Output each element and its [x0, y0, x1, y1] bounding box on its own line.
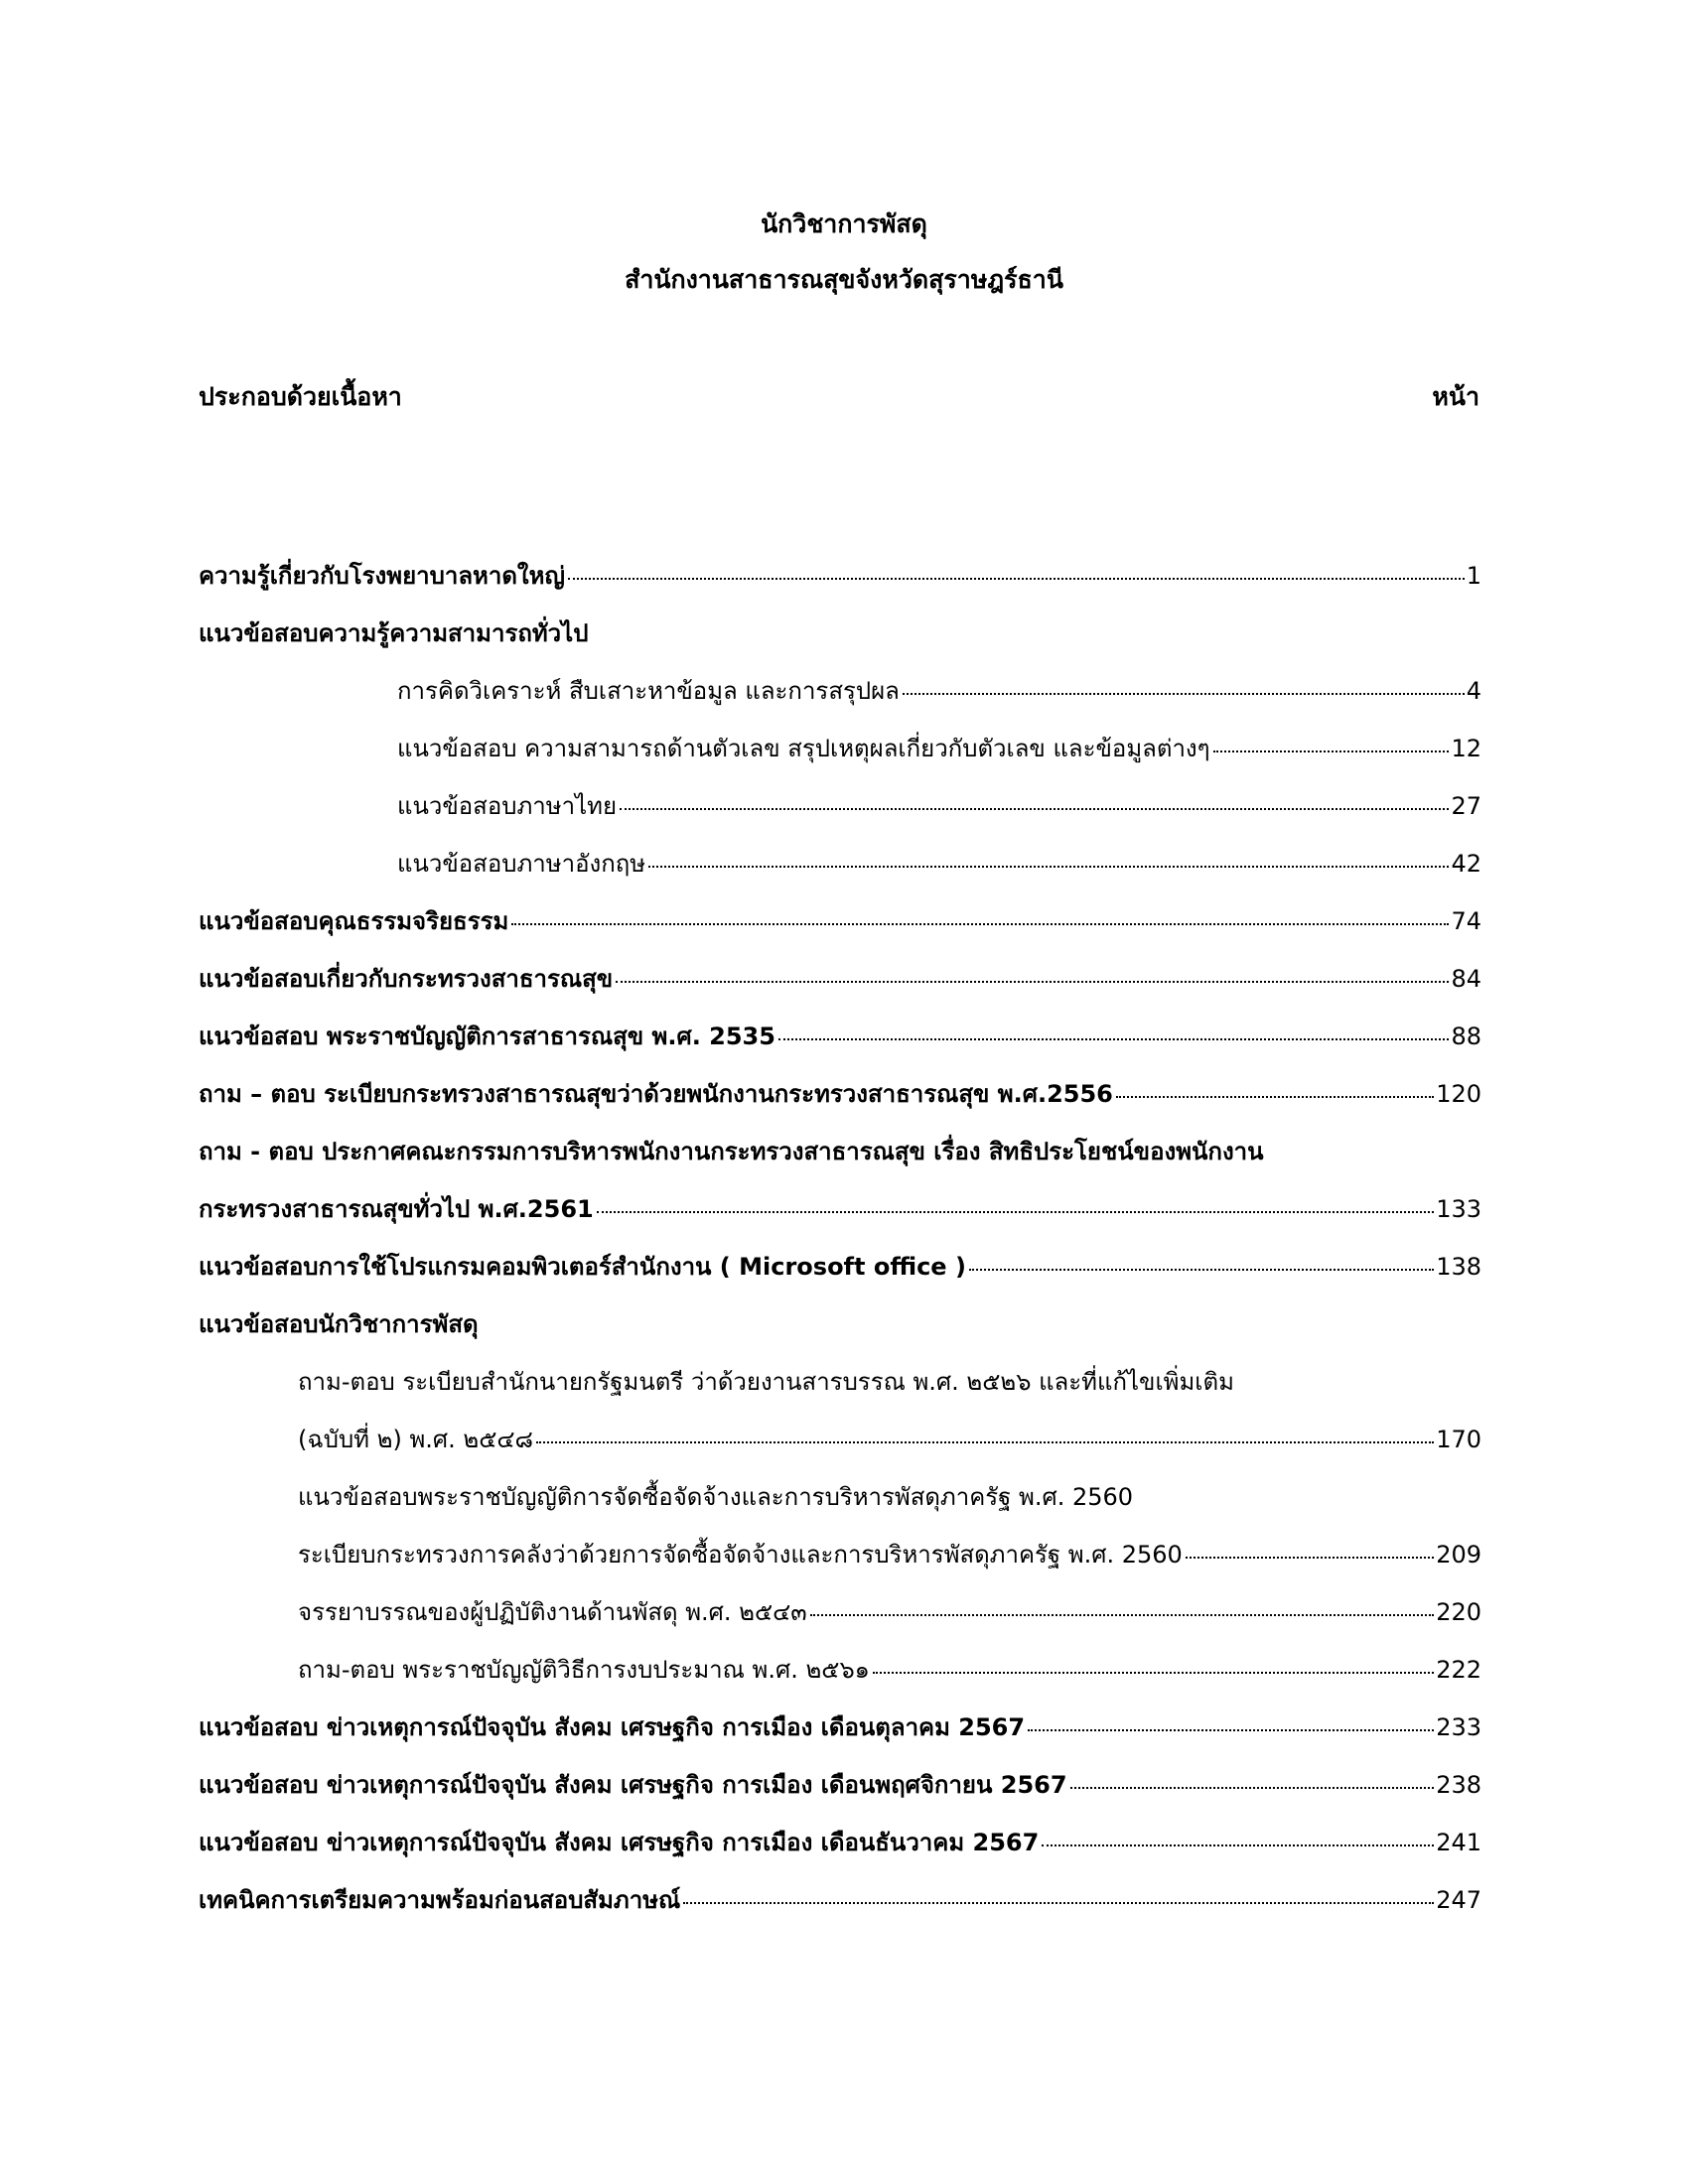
toc-entry-title: แนวข้อสอบการใช้โปรแกรมคอมพิวเตอร์สำนักงาน ( Microsoft office )	[199, 1253, 966, 1281]
toc-entry-title: แนวข้อสอบ พระราชบัญญัติการสาธารณสุข พ.ศ. 2535	[199, 1023, 775, 1050]
toc-entry-title: ถาม - ตอบ ประกาศคณะกรรมการบริหารพนักงานกระทรวงสาธารณสุข เรื่อง สิทธิประโยชน์ของพนักงาน	[199, 1138, 1264, 1165]
toc-entry	[199, 1814, 1481, 1871]
toc-entry	[199, 1699, 1481, 1756]
toc-entry-title: แนวข้อสอบภาษาไทย	[397, 792, 618, 820]
toc-entry	[199, 605, 1481, 662]
toc-entry-page-number: 42	[1451, 850, 1481, 878]
toc-entry-page-number: 27	[1451, 792, 1481, 820]
dot-leader	[597, 1209, 1434, 1213]
toc-entry-title: แนวข้อสอบ ข่าวเหตุการณ์ปัจจุบัน สังคม เศรษฐกิจ การเมือง เดือนธันวาคม 2567	[199, 1829, 1040, 1856]
toc-entry	[199, 1065, 1481, 1123]
toc-entry-page-number: 247	[1436, 1886, 1481, 1914]
toc-entry-title: แนวข้อสอบภาษาอังกฤษ	[397, 850, 646, 878]
toc-entry-title: แนวข้อสอบ ข่าวเหตุการณ์ปัจจุบัน สังคม เศรษฐกิจ การเมือง เดือนพฤศจิกายน 2567	[199, 1771, 1067, 1799]
toc-entry-page-number: 238	[1436, 1771, 1481, 1799]
toc-entry-page-number: 138	[1436, 1253, 1481, 1281]
dot-leader	[1213, 749, 1450, 752]
toc-entry-title: จรรยาบรรณของผู้ปฏิบัติงานด้านพัสดุ พ.ศ. ๒๕๔๓	[298, 1598, 807, 1626]
toc-entry	[199, 892, 1481, 950]
dot-leader	[1070, 1785, 1435, 1789]
toc-entry-title: (ฉบับที่ ๒) พ.ศ. ๒๕๔๘	[298, 1426, 534, 1453]
toc-entry-title: แนวข้อสอบ ข่าวเหตุการณ์ปัจจุบัน สังคม เศรษฐกิจ การเมือง เดือนตุลาคม 2567	[199, 1713, 1026, 1741]
toc-entry	[397, 835, 1481, 892]
toc-entry-page-number: 84	[1451, 965, 1481, 993]
dot-leader	[683, 1900, 1434, 1904]
toc-entry	[199, 1871, 1481, 1929]
toc-entry-title: แนวข้อสอบพระราชบัญญัติการจัดซื้อจัดจ้างและการบริหารพัสดุภาครัฐ พ.ศ. 2560	[298, 1483, 1134, 1511]
toc-entry-page-number: 1	[1466, 562, 1481, 590]
toc-entry-title: เทคนิคการเตรียมความพร้อมก่อนสอบสัมภาษณ์	[199, 1886, 681, 1914]
toc-entry	[397, 720, 1481, 777]
toc-entry-title: ถาม-ตอบ พระราชบัญญัติวิธีการงบประมาณ พ.ศ. ๒๕๖๑	[298, 1656, 870, 1684]
toc-entry-page-number: 233	[1436, 1713, 1481, 1741]
toc-entry-title: กระทรวงสาธารณสุขทั่วไป พ.ศ.2561	[199, 1195, 594, 1223]
toc-entry	[298, 1526, 1481, 1583]
document-subtitle: สำนักงานสาธารณสุขจังหวัดสุราษฎร์ธานี	[625, 265, 1063, 294]
dot-leader	[1028, 1727, 1434, 1731]
toc-entry-page-number: 4	[1466, 677, 1481, 705]
toc-entry	[298, 1353, 1481, 1411]
dot-leader	[1042, 1843, 1434, 1846]
dot-leader	[810, 1612, 1435, 1616]
toc-entry-title: การคิดวิเคราะห์ สืบเสาะหาข้อมูล และการสรุปผล	[397, 677, 900, 705]
toc-entry-page-number: 209	[1436, 1541, 1481, 1569]
dot-leader	[778, 1036, 1449, 1040]
toc-entry-page-number: 241	[1436, 1829, 1481, 1856]
toc-entry-page-number: 88	[1451, 1023, 1481, 1050]
dot-leader	[873, 1670, 1434, 1674]
toc-entry-title: แนวข้อสอบ ความสามารถด้านตัวเลข สรุปเหตุผลเกี่ยวกับตัวเลข และข้อมูลต่างๆ	[397, 735, 1210, 762]
dot-leader	[511, 921, 1449, 925]
dot-leader	[648, 864, 1449, 868]
toc-entry	[397, 662, 1481, 720]
toc-entry	[298, 1583, 1481, 1641]
dot-leader	[903, 691, 1465, 695]
toc-entry	[199, 1296, 1481, 1353]
toc-entry-title: แนวข้อสอบความรู้ความสามารถทั่วไป	[199, 619, 589, 647]
dot-leader	[568, 576, 1465, 580]
toc-entry-title: แนวข้อสอบเกี่ยวกับกระทรวงสาธารณสุข	[199, 965, 614, 993]
toc-entry	[397, 777, 1481, 835]
toc-entry	[199, 950, 1481, 1008]
toc-header	[199, 373, 1479, 421]
dot-leader	[1116, 1094, 1434, 1098]
toc-entry	[199, 1123, 1481, 1180]
title-block	[0, 197, 1688, 308]
toc-entry	[298, 1411, 1481, 1468]
toc-entry-page-number: 222	[1436, 1656, 1481, 1684]
toc-entry-title: ถาม-ตอบ ระเบียบสำนักนายกรัฐมนตรี ว่าด้วยงานสารบรรณ พ.ศ. ๒๕๒๖ และที่แก้ไขเพิ่มเติม	[298, 1368, 1234, 1396]
toc-entry	[199, 1008, 1481, 1065]
contents-label: ประกอบด้วยเนื้อหา	[199, 382, 402, 411]
toc-entry	[199, 1238, 1481, 1296]
dot-leader	[1186, 1555, 1434, 1559]
toc-entry-title: ระเบียบกระทรวงการคลังว่าด้วยการจัดซื้อจัดจ้างและการบริหารพัสดุภาครัฐ พ.ศ. 2560	[298, 1541, 1183, 1569]
toc-entry-page-number: 74	[1451, 907, 1481, 935]
toc-entry	[199, 547, 1481, 605]
dot-leader	[620, 806, 1449, 810]
document-title: นักวิชาการพัสดุ	[761, 209, 927, 238]
toc-entry-title: แนวข้อสอบคุณธรรมจริยธรรม	[199, 907, 509, 935]
toc-entry	[298, 1641, 1481, 1699]
toc-entry-page-number: 133	[1436, 1195, 1481, 1223]
page-column-label: หน้า	[1432, 382, 1479, 411]
dot-leader	[969, 1267, 1434, 1271]
dot-leader	[536, 1439, 1434, 1443]
toc-entry-title: แนวข้อสอบนักวิชาการพัสดุ	[199, 1310, 479, 1338]
toc-entry-title: ถาม – ตอบ ระเบียบกระทรวงสาธารณสุขว่าด้วยพนักงานกระทรวงสาธารณสุข พ.ศ.2556	[199, 1080, 1113, 1108]
toc-entry	[199, 1180, 1481, 1238]
dot-leader	[616, 979, 1449, 983]
toc-entry-page-number: 170	[1436, 1426, 1481, 1453]
toc-entry	[298, 1468, 1481, 1526]
toc-entry-page-number: 220	[1436, 1598, 1481, 1626]
toc-entry-page-number: 12	[1451, 735, 1481, 762]
toc-entry-page-number: 120	[1436, 1080, 1481, 1108]
toc-entry	[199, 1756, 1481, 1814]
toc-entry-title: ความรู้เกี่ยวกับโรงพยาบาลหาดใหญ่	[199, 562, 565, 590]
